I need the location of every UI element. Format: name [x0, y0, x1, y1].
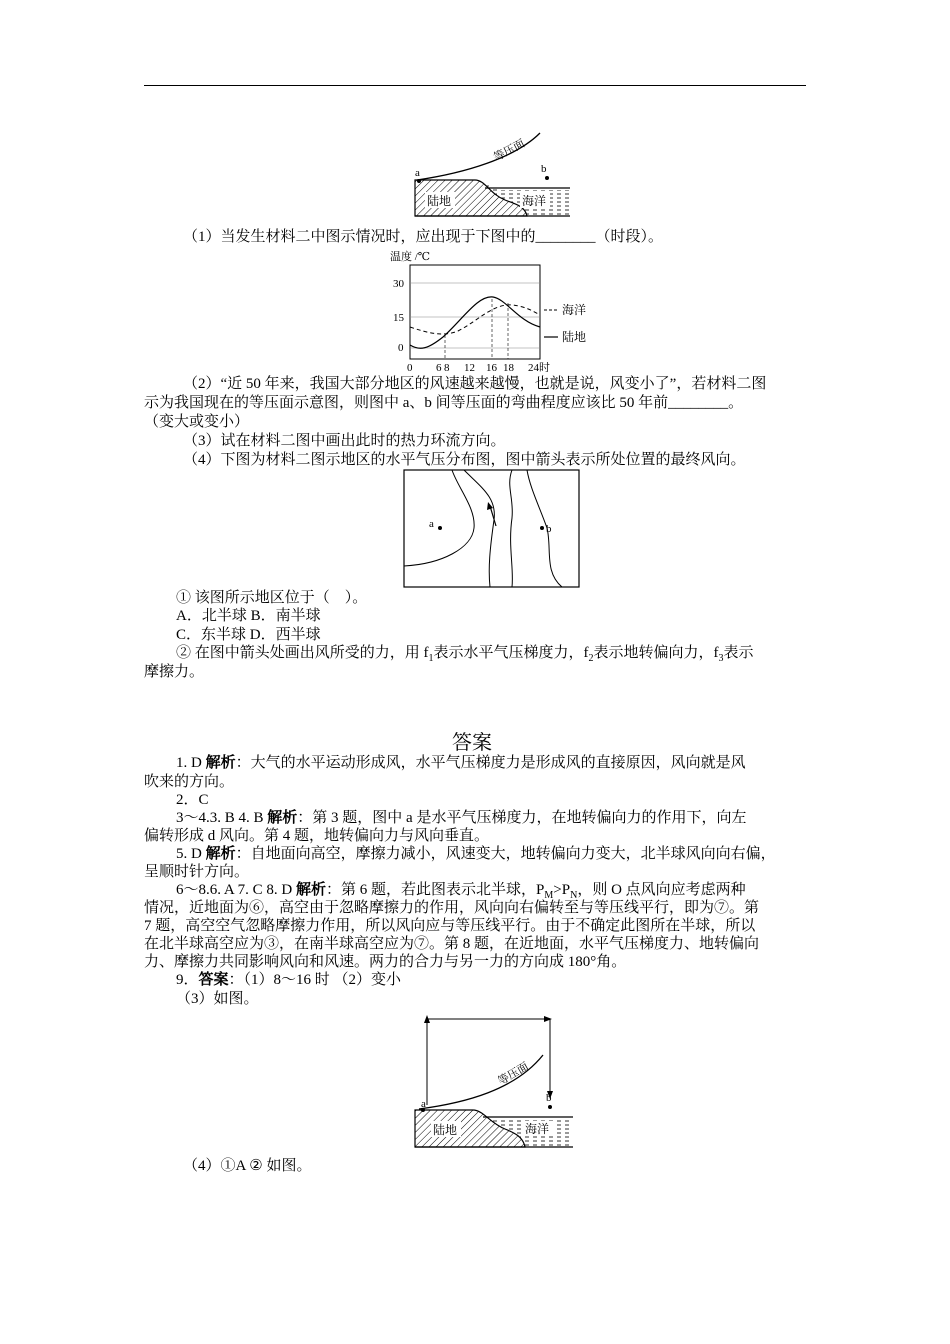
chart-frame — [410, 265, 540, 359]
answer-9-key: 答案 — [198, 972, 229, 988]
legend-sea-label: 海洋 — [562, 303, 587, 317]
answer-3-4-num: 3～4.3. B 4. B — [176, 810, 264, 826]
legend-land-label: 陆地 — [562, 330, 587, 344]
answer-3-4-line-2: 偏转形成 d 风向。第 4 题，地转偏向力与风向垂直。 — [144, 828, 490, 844]
question-3: （3）试在材料二图中画出此时的热力环流方向。 — [183, 433, 506, 449]
isobar-4 — [527, 470, 562, 587]
ytick-0: 0 — [398, 342, 404, 354]
answer-9 — [176, 971, 401, 990]
answer-9-4: （4）①A ② 如图。 — [183, 1158, 312, 1174]
point-a-label: a — [415, 167, 420, 179]
answer-6-8-line-5: 力、摩擦力共同影响风向和风速。两力的合力与另一力的方向成 180°角。 — [144, 954, 627, 970]
sub2-text-2: 表示水平气压梯度力，f — [433, 645, 589, 661]
isobar-3 — [510, 470, 513, 587]
question-2-line-1: （2）“近 50 年来，我国大部分地区的风速越来越慢，也就是说，风变小了”，若材料二图 — [183, 376, 767, 392]
wind-arrow-shaft — [490, 506, 496, 526]
answer-1-num: 1. D — [176, 755, 202, 771]
header-rule — [144, 85, 806, 86]
chart-ylabel: 温度 /℃ — [390, 251, 431, 263]
answer-9-text: ：（1）8～16 时 （2）变小 — [228, 972, 402, 988]
ytick-30: 30 — [393, 278, 404, 290]
xtick-24: 24时 — [528, 362, 550, 372]
sub2-text-4: 表示 — [723, 645, 754, 661]
sub2-text-3: 表示地转偏向力，f — [593, 645, 719, 661]
answer-9-num: 9． — [176, 972, 199, 988]
sub2-subscript-2: 2 — [588, 653, 594, 664]
answer-6-8-key: 解析 — [296, 882, 327, 898]
question-4: （4）下图为材料二图示地区的水平气压分布图，图中箭头表示所处位置的最终风向。 — [183, 452, 746, 468]
answer-6-8-line-3: 7 题，高空空气忽略摩擦力作用，所以风向应与等压线平行。由于不确定此图所在半球，所以 — [144, 918, 756, 934]
answer-5-key: 解析 — [205, 846, 236, 862]
point-b-label: b — [546, 523, 552, 535]
isobar-land-sea-figure — [405, 128, 575, 224]
temperature-chart — [388, 247, 598, 372]
answer-3-4-key: 解析 — [267, 810, 298, 826]
point-b-dot — [548, 1105, 552, 1109]
isobar-label: 等压面 — [496, 1060, 531, 1088]
isobar-label: 等压面 — [492, 137, 527, 164]
isobar-1 — [404, 470, 474, 566]
options-ab: A．北半球 B．南半球 — [176, 608, 321, 624]
answer-6-8-text-a: ：第 6 题，若此图表示北半球，P — [326, 882, 545, 898]
xtick-18: 18 — [503, 362, 514, 372]
xtick-8: 8 — [444, 362, 450, 372]
xtick-6: 6 — [436, 362, 442, 372]
sub2-subscript-3: 3 — [718, 653, 724, 664]
xtick-12: 12 — [464, 362, 475, 372]
answer-9-3: （3）如图。 — [176, 991, 259, 1007]
pressure-distribution-figure — [402, 468, 582, 590]
circulation-answer-figure — [405, 1015, 580, 1155]
sea-label: 海洋 — [525, 1122, 550, 1136]
sub2-subscript-1: 1 — [428, 653, 434, 664]
xtick-0: 0 — [407, 362, 413, 372]
land-label: 陆地 — [433, 1123, 458, 1137]
ytick-15: 15 — [393, 312, 404, 324]
answer-2: 2．C — [176, 792, 209, 808]
answer-5 — [176, 845, 776, 864]
options-cd: C．东半球 D．西半球 — [176, 627, 321, 643]
answer-6-8-text-b: >P — [553, 882, 571, 898]
answer-1-line-2: 吹来的方向。 — [144, 774, 235, 790]
answer-6-8-num: 6～8.6. A 7. C 8. D — [176, 882, 293, 898]
land-label: 陆地 — [427, 194, 452, 208]
answer-5-num: 5. D — [176, 846, 202, 862]
answer-5-line-2: 呈顺时针方向。 — [144, 864, 250, 880]
sea-label: 海洋 — [522, 194, 547, 208]
point-a-dot — [438, 526, 442, 530]
xtick-16: 16 — [486, 362, 497, 372]
answer-3-4 — [176, 809, 746, 828]
answer-6-8-sub-n: N — [570, 890, 578, 901]
sub-question-2-line-2: 摩擦力。 — [144, 664, 205, 680]
answer-6-8-line-4: 在北半球高空应为③，在南半球高空应为⑦。第 8 题，在近地面，水平气压梯度力、地转偏向 — [144, 936, 760, 952]
answer-6-8-sub-m: M — [544, 890, 554, 901]
answer-6-8-line-2: 情况，近地面为⑥，高空由于忽略摩擦力的作用，风向向右偏转至与等压线平行，即为⑦。第 — [144, 900, 760, 916]
answer-1-text: ：大气的水平运动形成风，水平气压梯度力是形成风的直接原因，风向就是风 — [235, 755, 746, 771]
question-1: （1）当发生材料二中图示情况时，应出现于下图中的________（时段）。 — [183, 229, 664, 245]
question-2-line-3: （变大或变小） — [144, 414, 250, 430]
answer-5-text: ：自地面向高空，摩擦力减小，风速变大，地转偏向力变大，北半球风向向右偏， — [235, 846, 776, 862]
point-b-dot — [540, 526, 544, 530]
sub2-text-1: ② 在图中箭头处画出风所受的力，用 f — [176, 645, 429, 661]
sub-question-2 — [176, 644, 754, 668]
land-series-line — [410, 297, 540, 348]
point-a-label: a — [421, 1098, 426, 1110]
sea-series-line — [410, 305, 540, 334]
point-b-label: b — [546, 1092, 552, 1104]
point-b-label: b — [541, 163, 547, 175]
point-b-dot — [545, 176, 549, 180]
point-a-label: a — [429, 518, 434, 530]
answers-heading: 答案 — [452, 732, 492, 754]
isobar-2 — [464, 470, 494, 587]
question-2-line-2: 示为我国现在的等压面示意图，则图中 a、b 间等压面的弯曲程度应该比 50 年前________。 — [144, 395, 744, 411]
sub-question-1: ① 该图所示地区位于（ ）。 — [176, 590, 368, 606]
answer-6-8-text-c: ，则 O 点风向应考虑两种 — [577, 882, 746, 898]
answer-1-key: 解析 — [205, 755, 236, 771]
answer-3-4-text: ：第 3 题，图中 a 是水平气压梯度力，在地转偏向力的作用下，向左 — [297, 810, 747, 826]
answer-1 — [176, 754, 746, 773]
